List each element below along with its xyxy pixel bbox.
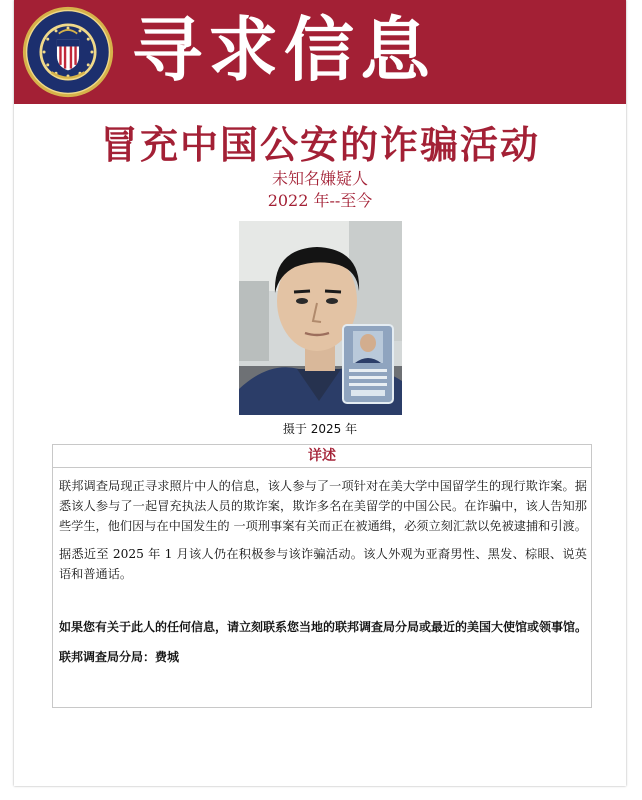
banner-title: 寻求信息: [132, 9, 436, 91]
header-banner: [14, 0, 626, 104]
details-paragraph: 联邦调查局现正寻求照片中人的信息，该人参与了一项针对在美大学中国留学生的现行欺诈案。据悉该人参与了一起冒充执法人员的欺诈案，欺诈多名在美留学的中国公民。在诈骗中，该人告知那些学生，他们因与在中国发生的 一项刑事案有关而正在被通缉，必须立刻汇款以免被逮捕和引渡。: [59, 479, 587, 533]
poster-headline: 冒充中国公安的诈骗活动: [99, 122, 540, 167]
time-period: 2022 年--至今: [267, 191, 373, 210]
details-box: [52, 444, 592, 708]
photo-caption: 摄于 2025 年: [282, 422, 358, 436]
fbi-seal-icon: [22, 6, 114, 98]
details-paragraph: 据悉近至 2025 年 1 月该人仍在积极参与该诈骗活动。该人外观为亚裔男性、黑发、棕眼、说英语和普通话。: [59, 547, 587, 581]
contact-instructions: 如果您有关于此人的任何信息，请立刻联系您当地的联邦调查局分局或最近的美国大使馆或领事馆。: [59, 620, 588, 634]
field-office: 联邦调查局分局：费城: [59, 650, 180, 664]
subject-status: 未知名嫌疑人: [271, 169, 368, 188]
suspect-photo: [239, 221, 402, 415]
paragraph-spacer: [59, 592, 587, 616]
suspect-photo-illustration: [239, 221, 402, 415]
details-title: 详述: [53, 445, 591, 468]
details-body: [53, 468, 591, 668]
wanted-poster: [14, 0, 626, 786]
